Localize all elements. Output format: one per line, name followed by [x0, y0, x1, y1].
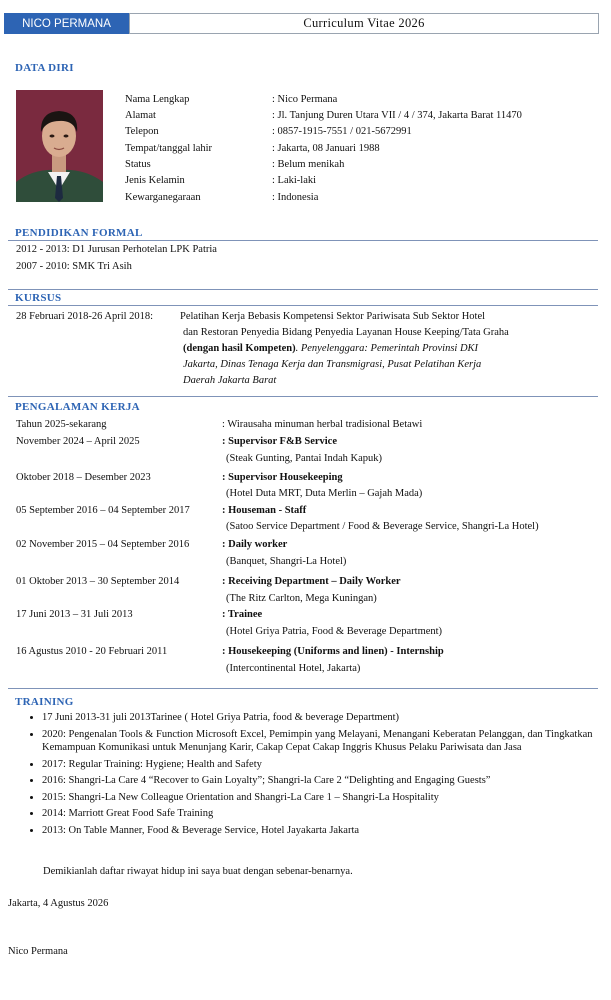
section-heading-kursus: KURSUS	[15, 292, 62, 304]
value-nama: : Nico Permana	[272, 94, 338, 105]
label-kewarganegaraan: Kewarganegaraan	[125, 192, 201, 203]
header-title: Curriculum Vitae 2026	[129, 13, 599, 34]
experience-role: : Daily worker	[222, 539, 288, 550]
experience-role: : Trainee	[222, 609, 263, 620]
value-telepon: : 0857-1915-7551 / 021-5672991	[272, 126, 412, 137]
training-item: • 2016: Shangri-La Care 4 “Recover to Gain Loyalty”; Shangri-la Care 2 “Delighting and Engaging Guests”	[42, 774, 602, 788]
training-item: • 2013: On Table Manner, Food & Beverage Service, Hotel Jayakarta Jakarta	[42, 824, 602, 838]
experience-role: : Supervisor F&B Service	[222, 436, 337, 447]
experience-date: Tahun 2025-sekarang	[16, 419, 107, 430]
section-heading-training: TRAINING	[15, 696, 74, 708]
experience-place: (Hotel Duta MRT, Duta Merlin – Gajah Mada)	[226, 488, 423, 499]
course-organizer: . Penyelenggara: Pemerintah Provinsi DKI	[295, 343, 479, 354]
course-result: (dengan hasil Kompeten)	[183, 343, 296, 354]
experience-role: : Supervisor Housekeeping	[222, 472, 343, 483]
value-kewarganegaraan: : Indonesia	[272, 192, 319, 203]
value-ttl: : Jakarta, 08 Januari 1988	[272, 143, 380, 154]
training-item: • 17 Juni 2013-31 juli 2013Tarinee ( Hotel Griya Patria, food & beverage Department)	[42, 711, 602, 725]
profile-photo	[16, 90, 103, 202]
training-item: • 2020: Pengenalan Tools & Function Microsoft Excel, Pemimpin yang Melayani, Menangani Keberatan Pelanggan, dan Tingkatkan Kemampuan Komunikasi untuk Menunjang Karir, Cakap Cepat Cakap Inggris Khusus Pelaku Pariwisata dan Jasa	[42, 728, 602, 755]
experience-role: : Receiving Department – Daily Worker	[222, 576, 401, 587]
course-line	[183, 342, 478, 356]
course-line: Pelatihan Kerja Bebasis Kompetensi Sektor Pariwisata Sub Sektor Hotel	[180, 311, 486, 322]
experience-date: 01 Oktober 2013 – 30 September 2014	[16, 576, 180, 587]
experience-place: (Intercontinental Hotel, Jakarta)	[226, 663, 361, 674]
course-line: Jakarta, Dinas Tenaga Kerja dan Transmigrasi, Pusat Pelatihan Kerja	[183, 359, 482, 370]
course-line: dan Restoran Penyedia Bidang Penyedia Layanan House Keeping/Tata Graha	[183, 327, 509, 338]
course-line: Daerah Jakarta Barat	[183, 375, 277, 386]
header-name: NICO PERMANA	[4, 13, 129, 34]
education-item: 2012 - 2013: D1 Jurusan Perhotelan LPK Patria	[16, 244, 217, 255]
training-list	[20, 711, 602, 840]
experience-place: (Hotel Griya Patria, Food & Beverage Department)	[226, 626, 443, 637]
experience-date: 05 September 2016 – 04 September 2017	[16, 505, 190, 516]
section-divider	[8, 396, 598, 397]
label-ttl: Tempat/tanggal lahir	[125, 143, 213, 154]
section-heading-data-diri: DATA DIRI	[15, 62, 74, 74]
section-heading-pendidikan: PENDIDIKAN FORMAL	[15, 227, 143, 239]
experience-date: Oktober 2018 – Desember 2023	[16, 472, 151, 483]
experience-place: (Banquet, Shangri-La Hotel)	[226, 556, 347, 567]
training-item: • 2017: Regular Training: Hygiene; Health and Safety	[42, 758, 602, 772]
value-alamat: : Jl. Tanjung Duren Utara VII / 4 / 374, Jakarta Barat 11470	[272, 110, 522, 121]
experience-place: (Steak Gunting, Pantai Indah Kapuk)	[226, 453, 383, 464]
label-jenis-kelamin: Jenis Kelamin	[125, 175, 185, 186]
label-nama: Nama Lengkap	[125, 94, 190, 105]
section-divider	[8, 305, 598, 306]
signature-name: Nico Permana	[8, 946, 68, 957]
closing-statement: Demikianlah daftar riwayat hidup ini saya buat dengan sebenar-benarnya.	[43, 866, 353, 877]
place-date: Jakarta, 4 Agustus 2026	[8, 898, 109, 909]
experience-date: November 2024 – April 2025	[16, 436, 140, 447]
experience-place: (Satoo Service Department / Food & Beverage Service, Shangri-La Hotel)	[226, 521, 539, 532]
label-alamat: Alamat	[125, 110, 156, 121]
experience-role: : Houseman - Staff	[222, 505, 307, 516]
education-item: 2007 - 2010: SMK Tri Asih	[16, 261, 132, 272]
section-divider	[8, 289, 598, 290]
experience-role: : Housekeeping (Uniforms and linen) - Internship	[222, 646, 444, 657]
experience-date: 17 Juni 2013 – 31 Juli 2013	[16, 609, 133, 620]
value-jenis-kelamin: : Laki-laki	[272, 175, 317, 186]
training-item: • 2015: Shangri-La New Colleague Orientation and Shangri-La Care 1 – Shangri-La Hospitality	[42, 791, 602, 805]
label-status: Status	[125, 159, 151, 170]
experience-place: : Wirausaha minuman herbal tradisional Betawi	[222, 419, 423, 430]
experience-date: 16 Agustus 2010 - 20 Februari 2011	[16, 646, 168, 657]
course-date: 28 Februari 2018-26 April 2018:	[16, 311, 154, 322]
label-telepon: Telepon	[125, 126, 159, 137]
training-item: • 2014: Marriott Great Food Safe Training	[42, 807, 602, 821]
experience-place: (The Ritz Carlton, Mega Kuningan)	[226, 593, 377, 604]
section-divider	[8, 240, 598, 241]
section-divider	[8, 688, 598, 689]
value-status: : Belum menikah	[272, 159, 345, 170]
section-heading-pengalaman: PENGALAMAN KERJA	[15, 401, 140, 413]
experience-date: 02 November 2015 – 04 September 2016	[16, 539, 190, 550]
